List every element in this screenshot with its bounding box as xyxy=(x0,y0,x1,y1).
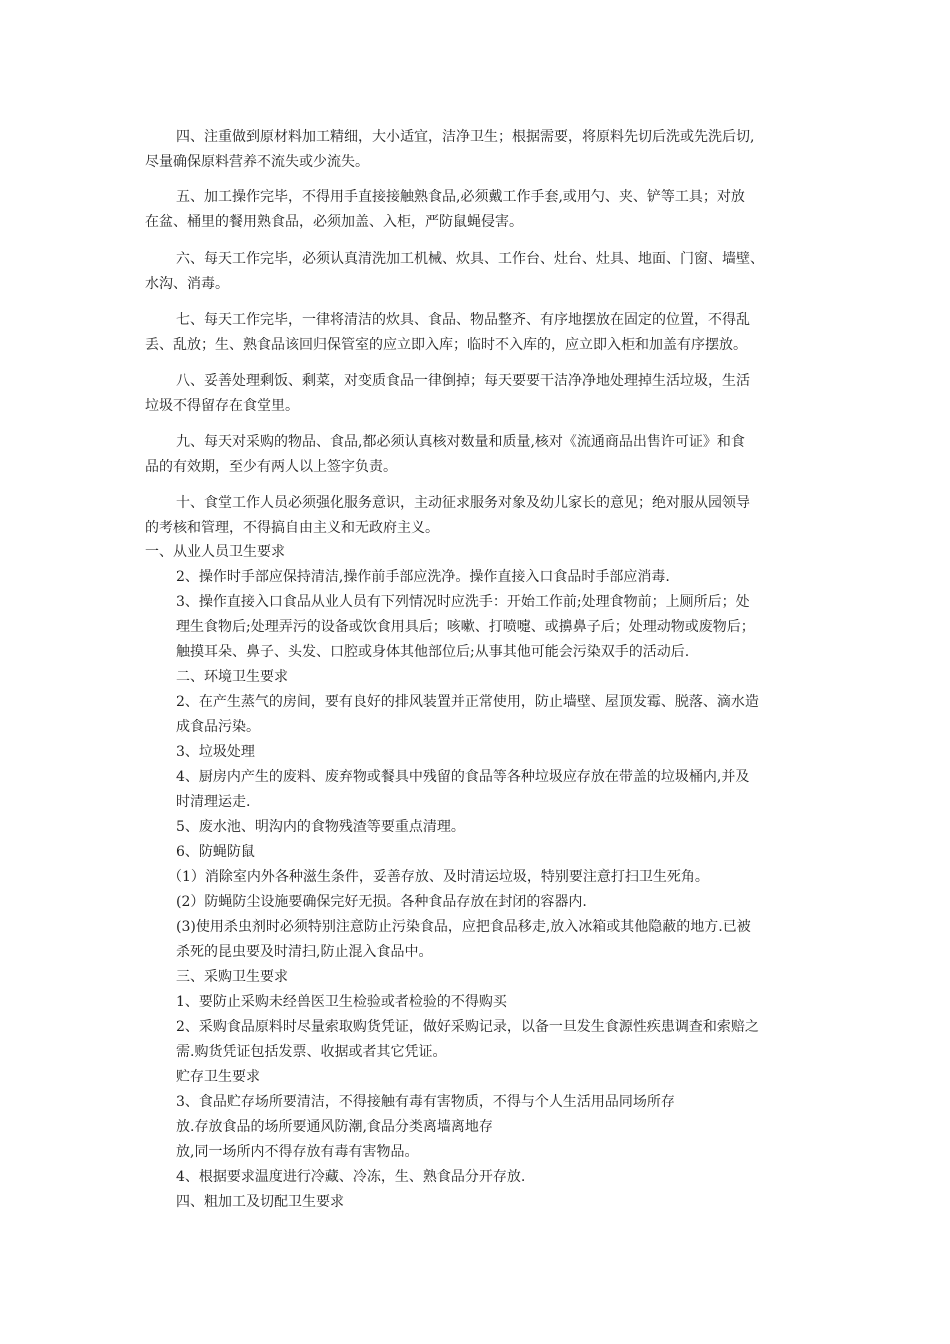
text-line: 理生食物后;处理弄污的设备或饮食用具后；咳嗽、打喷嚏、或擤鼻子后；处理动物或废物后； xyxy=(176,619,755,635)
text-line: 4、厨房内产生的废料、废弃物或餐具中残留的食品等各种垃圾应存放在带盖的垃圾桶内,并及 xyxy=(176,769,750,785)
section-heading: 贮存卫生要求 xyxy=(176,1069,260,1085)
text-line: 八、妥善处理剩饭、剩菜，对变质食品一律倒掉；每天要要干洁净净地处理掉生活垃圾，生活 xyxy=(176,373,750,389)
text-line: 6、防蝇防鼠 xyxy=(176,844,255,860)
text-line: 六、每天工作完毕，必须认真清洗加工机械、炊具、工作台、灶台、灶具、地面、门窗、墙壁、 xyxy=(176,251,764,267)
text-line: 成食品污染。 xyxy=(176,719,260,735)
text-line: 4、根据要求温度进行冷藏、冷冻，生、熟食品分开存放. xyxy=(176,1169,526,1185)
text-line: 放.存放食品的场所要通风防潮,食品分类离墙离地存 xyxy=(176,1119,493,1135)
text-line: 五、加工操作完毕，不得用手直接接触熟食品,必须戴工作手套,或用勺、夹、铲等工具；对放 xyxy=(176,189,745,205)
text-line: 3、垃圾处理 xyxy=(176,744,255,760)
text-line: 3、食品贮存场所要清洁，不得接触有毒有害物质，不得与个人生活用品同场所存 xyxy=(176,1094,675,1110)
text-line: 水沟、消毒。 xyxy=(145,276,229,292)
text-line: 放,同一场所内不得存放有毒有害物品。 xyxy=(176,1144,419,1160)
text-line: (3)使用杀虫剂时必须特别注意防止污染食品，应把食品移走,放入冰箱或其他隐蔽的地方.已被 xyxy=(176,919,751,935)
text-line: （1）消除室内外各种滋生条件，妥善存放、及时清运垃圾，特别要注意打扫卫生死角。 xyxy=(168,869,709,885)
section-heading: 二、环境卫生要求 xyxy=(176,669,288,685)
text-line: 垃圾不得留存在食堂里。 xyxy=(145,398,299,414)
text-line: 2、采购食品原料时尽量索取购货凭证，做好采购记录，以备一旦发生食源性疾患调查和索赔之 xyxy=(176,1019,759,1035)
text-line: 5、废水池、明沟内的食物残渣等要重点清理。 xyxy=(176,819,465,835)
text-line: 需.购货凭证包括发票、收据或者其它凭证。 xyxy=(176,1044,447,1060)
text-line: 2、在产生蒸气的房间，要有良好的排风装置并正常使用，防止墙壁、屋顶发霉、脱落、滴水造 xyxy=(176,694,759,710)
text-line: 四、注重做到原材料加工精细，大小适宜，洁净卫生；根据需要，将原料先切后洗或先洗后切, xyxy=(176,129,755,145)
text-line: 品的有效期，至少有两人以上签字负责。 xyxy=(145,459,397,475)
section-heading: 三、采购卫生要求 xyxy=(176,969,288,985)
text-line: 在盆、桶里的餐用熟食品，必须加盖、入柜，严防鼠蝇侵害。 xyxy=(145,214,523,230)
text-line: 1、要防止采购未经兽医卫生检验或者检验的不得购买 xyxy=(176,994,507,1010)
text-line: (2）防蝇防尘设施要确保完好无损。各种食品存放在封闭的容器内. xyxy=(176,894,587,910)
text-line: 九、每天对采购的物品、食品,都必须认真核对数量和质量,核对《流通商品出售许可证》和食 xyxy=(176,434,745,450)
text-line: 3、操作直接入口食品从业人员有下列情况时应洗手：开始工作前;处理食物前；上厕所后；处 xyxy=(176,594,750,610)
text-line: 的考核和管理，不得搞自由主义和无政府主义。 xyxy=(145,520,439,536)
text-line: 杀死的昆虫要及时清扫,防止混入食品中。 xyxy=(176,944,433,960)
text-line: 时清理运走. xyxy=(176,794,251,810)
section-heading: 一、从业人员卫生要求 xyxy=(145,544,285,560)
text-line: 尽量确保原料营养不流失或少流失。 xyxy=(145,154,369,170)
text-line: 触摸耳朵、鼻子、头发、口腔或身体其他部位后;从事其他可能会污染双手的活动后. xyxy=(176,644,690,660)
text-line: 七、每天工作完毕，一律将清洁的炊具、食品、物品整齐、有序地摆放在固定的位置，不得乱 xyxy=(176,312,750,328)
text-line: 丢、乱放；生、熟食品该回归保管室的应立即入库；临时不入库的，应立即入柜和加盖有序摆放。 xyxy=(145,337,747,353)
text-line: 2、操作时手部应保持清洁,操作前手部应洗净。操作直接入口食品时手部应消毒. xyxy=(176,569,670,585)
section-heading: 四、粗加工及切配卫生要求 xyxy=(176,1194,344,1210)
text-line: 十、食堂工作人员必须强化服务意识，主动征求服务对象及幼儿家长的意见；绝对服从园领导 xyxy=(176,495,750,511)
